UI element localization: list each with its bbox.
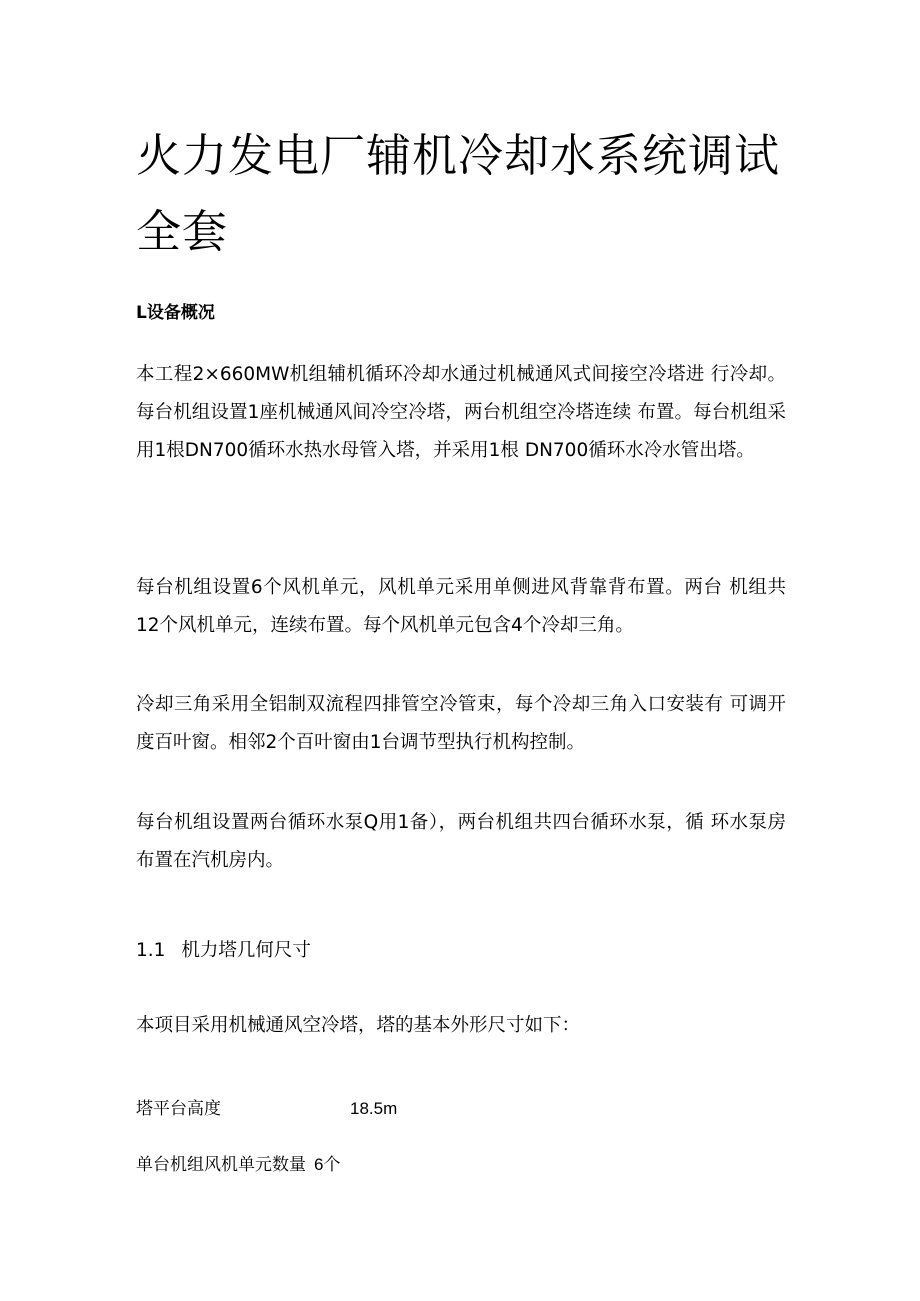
paragraph-cooling-deltas: 冷却三角采用全铝制双流程四排管空冷管束，每个冷却三角入口安装有 可调开度百叶窗。相邻2个百叶窗由1台调节型执行机构控制。 <box>136 694 786 753</box>
section-heading: L设备概况 <box>136 303 215 323</box>
subsection-heading <box>136 936 311 962</box>
paragraph-fan-units: 每台机组设置6个风机单元，风机单元采用单侧进风背靠背布置。两台 机组共12个风机单元，连续布置。每个风机单元包含4个冷却三角。 <box>136 577 786 636</box>
spec-label: 塔平台高度 <box>136 1099 221 1119</box>
spec-row <box>136 1094 397 1119</box>
document-title: 火力发电厂辅机冷却水系统调试全套 <box>136 129 781 258</box>
spec-label: 单台机组风机单元数量 <box>136 1155 306 1175</box>
paragraph-overview: 本工程2×660MW机组辅机循环冷却水通过机械通风式间接空冷塔进 行冷却。每台机组设置1座机械通风间冷空冷塔，两台机组空冷塔连续 布置。每台机组采用1根DN700循环水热水母管入塔，并采用1根 DN700循环水冷水管出塔。 <box>136 364 786 461</box>
spec-value: 6个 <box>314 1155 341 1174</box>
spec-value: 18.5m <box>350 1099 398 1118</box>
paragraph-intro: 本项目采用机械通风空冷塔，塔的基本外形尺寸如下： <box>136 1015 581 1036</box>
subsection-title: 机力塔几何尺寸 <box>181 940 311 961</box>
paragraph-pumps: 每台机组设置两台循环水泵Q用1备），两台机组共四台循环水泵，循 环水泵房布置在汽机房内。 <box>136 812 786 871</box>
subsection-number: 1.1 <box>136 940 166 961</box>
spec-row <box>136 1150 340 1175</box>
